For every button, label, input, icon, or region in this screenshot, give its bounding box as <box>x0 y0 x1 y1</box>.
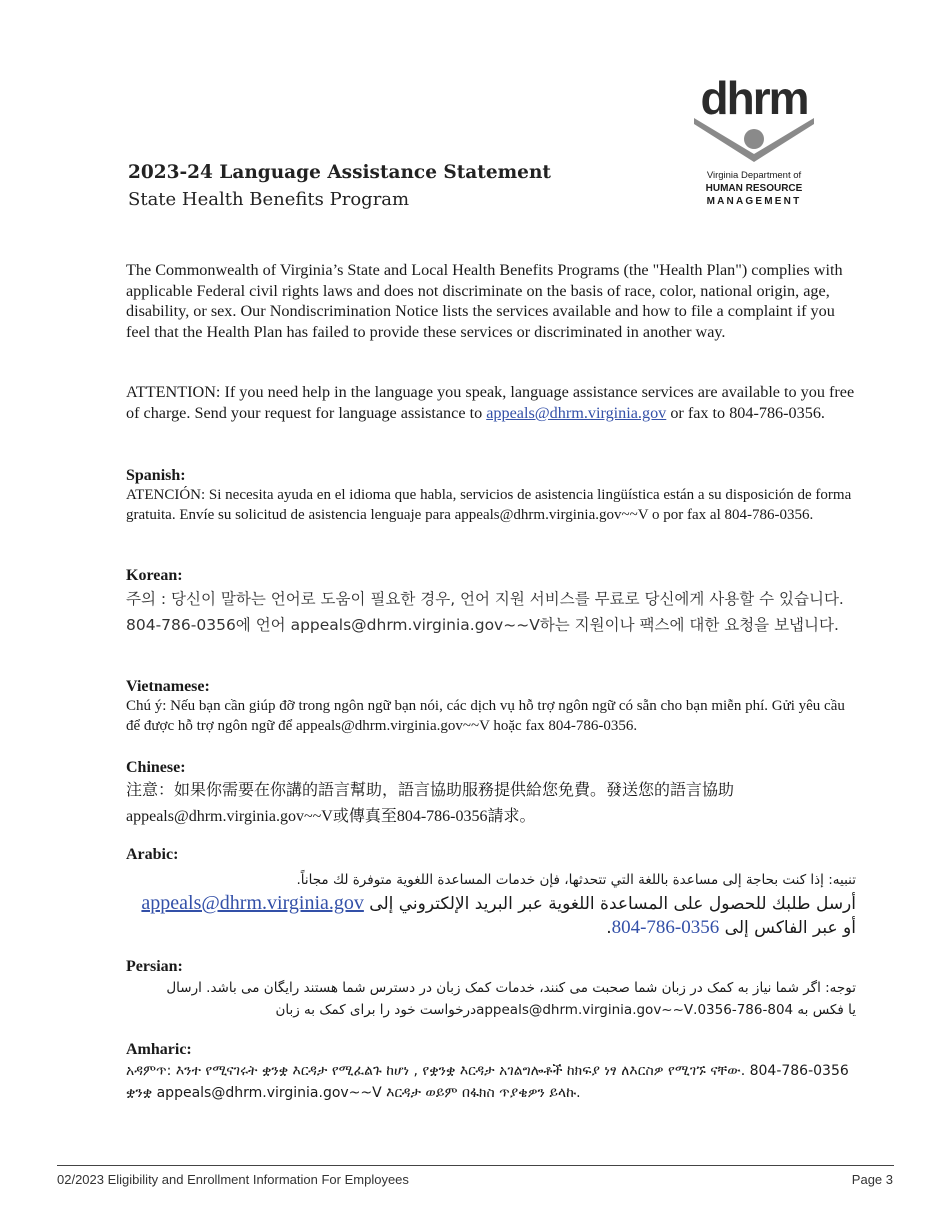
amharic-heading: Amharic: <box>126 1041 192 1058</box>
intro-paragraph: The Commonwealth of Virginia’s State and Local Health Benefits Programs (the "Health Plan") complies with applicable Federal civil rights laws and does not discriminate on the basis of race, color, national origin, age, disability, or sex. Our Nondiscrimination Notice lists the services available and how to file a complaint if you feel that the Health Plan has failed to provide these services or discriminated in another way. <box>126 261 843 341</box>
arabic-line-3: أو عبر الفاكس إلى 804-786-0356. <box>606 917 856 938</box>
footer-page-number: Page 3 <box>851 1172 893 1187</box>
section-persian <box>126 957 856 1021</box>
logo-dot-shape <box>744 129 764 149</box>
appeals-email-link[interactable]: appeals@dhrm.virginia.gov <box>486 403 667 422</box>
arabic-line-1: تنبيه: إذا كنت بحاجة إلى مساعدة باللغة التي تتحدثها، فإن خدمات المساعدة اللغوية متوفرة لك مجاناً. <box>296 872 856 888</box>
logo-line-2: HUMAN RESOURCE <box>705 183 803 194</box>
persian-heading: Persian: <box>126 958 183 975</box>
amharic-text: አዳምጥ: እንተ የሚናገሩት ቋንቋ እርዳታ የሚፈልጉ ከሆነ , የቋንቋ እርዳታ አገልግሎቶች ከክፍያ ነፃ ለእርስዎ የሚገኙ ናቸው. 804-786-0356 ቋንቋ appeals@dhrm.virginia.gov~~V እርዳታ ወይም በፋክስ ጥያቄዎን ይላኩ. <box>126 1063 849 1101</box>
arabic-line-3-text: أو عبر الفاكس إلى <box>724 918 856 938</box>
spanish-text: ATENCIÓN: Si necesita ayuda en el idioma que habla, servicios de asistencia lingüística están a su disposición de forma gratuita. Envíe su solicitud de asistencia lenguaje para appeals@dhrm.virginia.gov~~V o por fax al 804-786-0356. <box>126 487 852 523</box>
chinese-text: 注意：如果你需要在你講的語言幫助，語言協助服務提供給您免費。發送您的語言協助 appeals@dhrm.virginia.gov~~V或傳真至804-786-0356請求。 <box>126 782 735 825</box>
section-amharic <box>126 1040 856 1104</box>
attention-paragraph <box>126 382 856 423</box>
logo-wordmark: dhrm <box>700 72 808 124</box>
korean-heading: Korean: <box>126 567 183 584</box>
arabic-fax-number: 804-786-0356 <box>611 917 720 938</box>
arabic-line-2-text: أرسل طلبك للحصول على المساعدة اللغوية عبر البريد الإلكتروني إلى <box>369 894 856 914</box>
section-vietnamese <box>126 677 856 736</box>
attention-text: ATTENTION: If you need help in the language you speak, language assistance services are available to you free of charge. Send your request for language assistance to <box>126 383 855 422</box>
logo-line-1: Virginia Department of <box>706 170 802 181</box>
footer-divider <box>57 1165 894 1166</box>
dhrm-logo <box>692 74 816 214</box>
section-arabic <box>126 845 856 940</box>
arabic-line-2 <box>126 891 856 916</box>
persian-line-1: توجه: اگر شما نیاز به کمک در زبان شما صحبت می کنند، خدمات کمک زبان در دسترس شما هستند رایگان می باشد. ارسال <box>166 980 856 996</box>
logo-chevron-icon <box>692 118 816 168</box>
page-title: 2023-24 Language Assistance Statement <box>128 162 551 183</box>
vietnamese-heading: Vietnamese: <box>126 678 210 695</box>
section-spanish <box>126 466 856 525</box>
section-chinese <box>126 758 856 830</box>
attention-fax-text: or fax to 804-786-0356. <box>666 403 825 422</box>
vietnamese-text: Chú ý: Nếu bạn cần giúp đỡ trong ngôn ngữ bạn nói, các dịch vụ hỗ trợ ngôn ngữ có sẵn cho bạn miễn phí. Gửi yêu cầu để được hỗ trợ ngôn ngữ để appeals@dhrm.virginia.gov~~V hoặc fax 804-786-0356. <box>126 698 845 734</box>
footer-document-info: 02/2023 Eligibility and Enrollment Information For Employees <box>57 1172 409 1187</box>
page-subtitle: State Health Benefits Program <box>128 189 410 210</box>
arabic-email-link[interactable]: appeals@dhrm.virginia.gov <box>141 892 364 914</box>
korean-text: 주의 : 당신이 말하는 언어로 도움이 필요한 경우, 언어 지원 서비스를 무료로 당신에게 사용할 수 있습니다. 804-786-0356에 언어 appeals@dhrm.virginia.gov~~V하는 지원이나 팩스에 대한 요청을 보냅니다. <box>126 590 844 634</box>
logo-line-3: MANAGEMENT <box>706 196 802 207</box>
arabic-heading: Arabic: <box>126 846 179 863</box>
persian-line-2: یا فکس به 804-786-0356.appeals@dhrm.virginia.gov~~Vدرخواست خود را برای کمک به زبان <box>275 1002 856 1018</box>
chinese-heading: Chinese: <box>126 759 186 776</box>
section-korean <box>126 566 856 638</box>
spanish-heading: Spanish: <box>126 467 186 484</box>
